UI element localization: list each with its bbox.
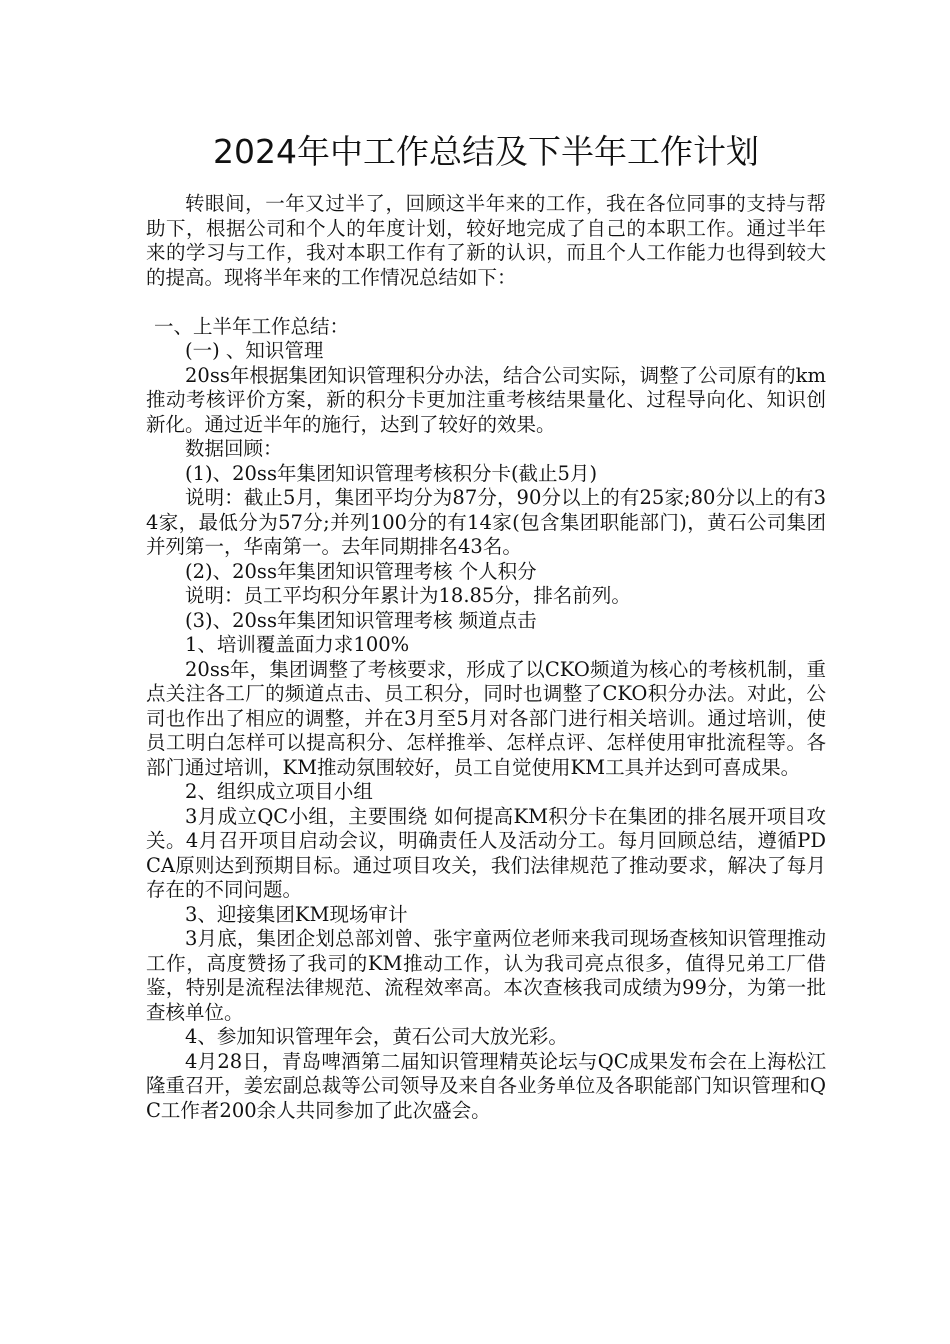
point-1-heading: 1、培训覆盖面力求100% bbox=[185, 633, 410, 656]
intro-paragraph: 转眼间，一年又过半了，回顾这半年来的工作，我在各位同事的支持与帮助下，根据公司和个人的年度计划，较好地完成了自己的本职工作。通过半年来的学习与工作，我对本职工作有了新的认识，而且个人工作能力也得到较大的提高。现将半年来的工作情况总结如下： bbox=[146, 192, 826, 289]
subsection-heading: (一) 、知识管理 bbox=[185, 339, 324, 362]
point-4-heading: 4、参加知识管理年会，黄石公司大放光彩。 bbox=[185, 1025, 568, 1048]
document-page bbox=[146, 128, 826, 1123]
item-2-heading: (2)、20ss年集团知识管理考核 个人积分 bbox=[185, 559, 537, 583]
item-1-description: 说明：截止5月，集团平均分为87分，90分以上的有25家;80分以上的有34家，最低分为57分;并列100分的有14家(包含集团职能部门)，黄石公司集团并列第一，华南第一。去年同期排名43名。 bbox=[146, 486, 826, 558]
item-3-heading: (3)、20ss年集团知识管理考核 频道点击 bbox=[185, 608, 537, 632]
document-title: 2024年中工作总结及下半年工作计划 bbox=[213, 132, 759, 171]
section-heading: 一、上半年工作总结： bbox=[154, 314, 350, 338]
paragraph-gap bbox=[146, 290, 826, 315]
item-1-heading: (1)、20ss年集团知识管理考核积分卡(截止5月) bbox=[185, 461, 598, 485]
point-3-heading: 3、迎接集团KM现场审计 bbox=[185, 902, 408, 926]
point-2-heading: 2、组织成立项目小组 bbox=[185, 780, 373, 803]
point-2-paragraph: 3月成立QC小组，主要围绕 如何提高KM积分卡在集团的排名展开项目攻关。4月召开项目启动会议，明确责任人及活动分工。每月回顾总结，遵循PDCA原则达到预期目标。通过项目攻关，我们法律规范了推动要求，解决了每月存在的不同问题。 bbox=[146, 804, 826, 901]
point-3-paragraph: 3月底，集团企划总部刘曾、张宇童两位老师来我司现场查核知识管理推动工作，高度赞扬了我司的KM推动工作，认为我司亮点很多，值得兄弟工厂借鉴，特别是流程法律规范、流程效率高。本次查核我司成绩为99分，为第一批查核单位。 bbox=[146, 927, 826, 1024]
item-2-description: 说明：员工平均积分年累计为18.85分，排名前列。 bbox=[185, 584, 631, 607]
point-4-paragraph: 4月28日，青岛啤酒第二届知识管理精英论坛与QC成果发布会在上海松江隆重召开，姜宏副总裁等公司领导及来自各业务单位及各职能部门知识管理和QC工作者200余人共同参加了此次盛会。 bbox=[146, 1049, 826, 1122]
point-1-paragraph: 20ss年，集团调整了考核要求，形成了以CKO频道为核心的考核机制，重点关注各工厂的频道点击、员工积分，同时也调整了CKO积分办法。对此，公司也作出了相应的调整，并在3月至5月对各部门进行相关培训。通过培训，使员工明白怎样可以提高积分、怎样推举、怎样点评、怎样使用审批流程等。各部门通过培训，KM推动氛围较好，员工自觉使用KM工具并达到可喜成果。 bbox=[146, 657, 826, 779]
data-review-label: 数据回顾： bbox=[185, 437, 283, 460]
knowledge-management-paragraph: 20ss年根据集团知识管理积分办法，结合公司实际，调整了公司原有的km推动考核评价方案，新的积分卡更加注重考核结果量化、过程导向化、知识创新化。通过近半年的施行，达到了较好的效果。 bbox=[146, 363, 826, 436]
